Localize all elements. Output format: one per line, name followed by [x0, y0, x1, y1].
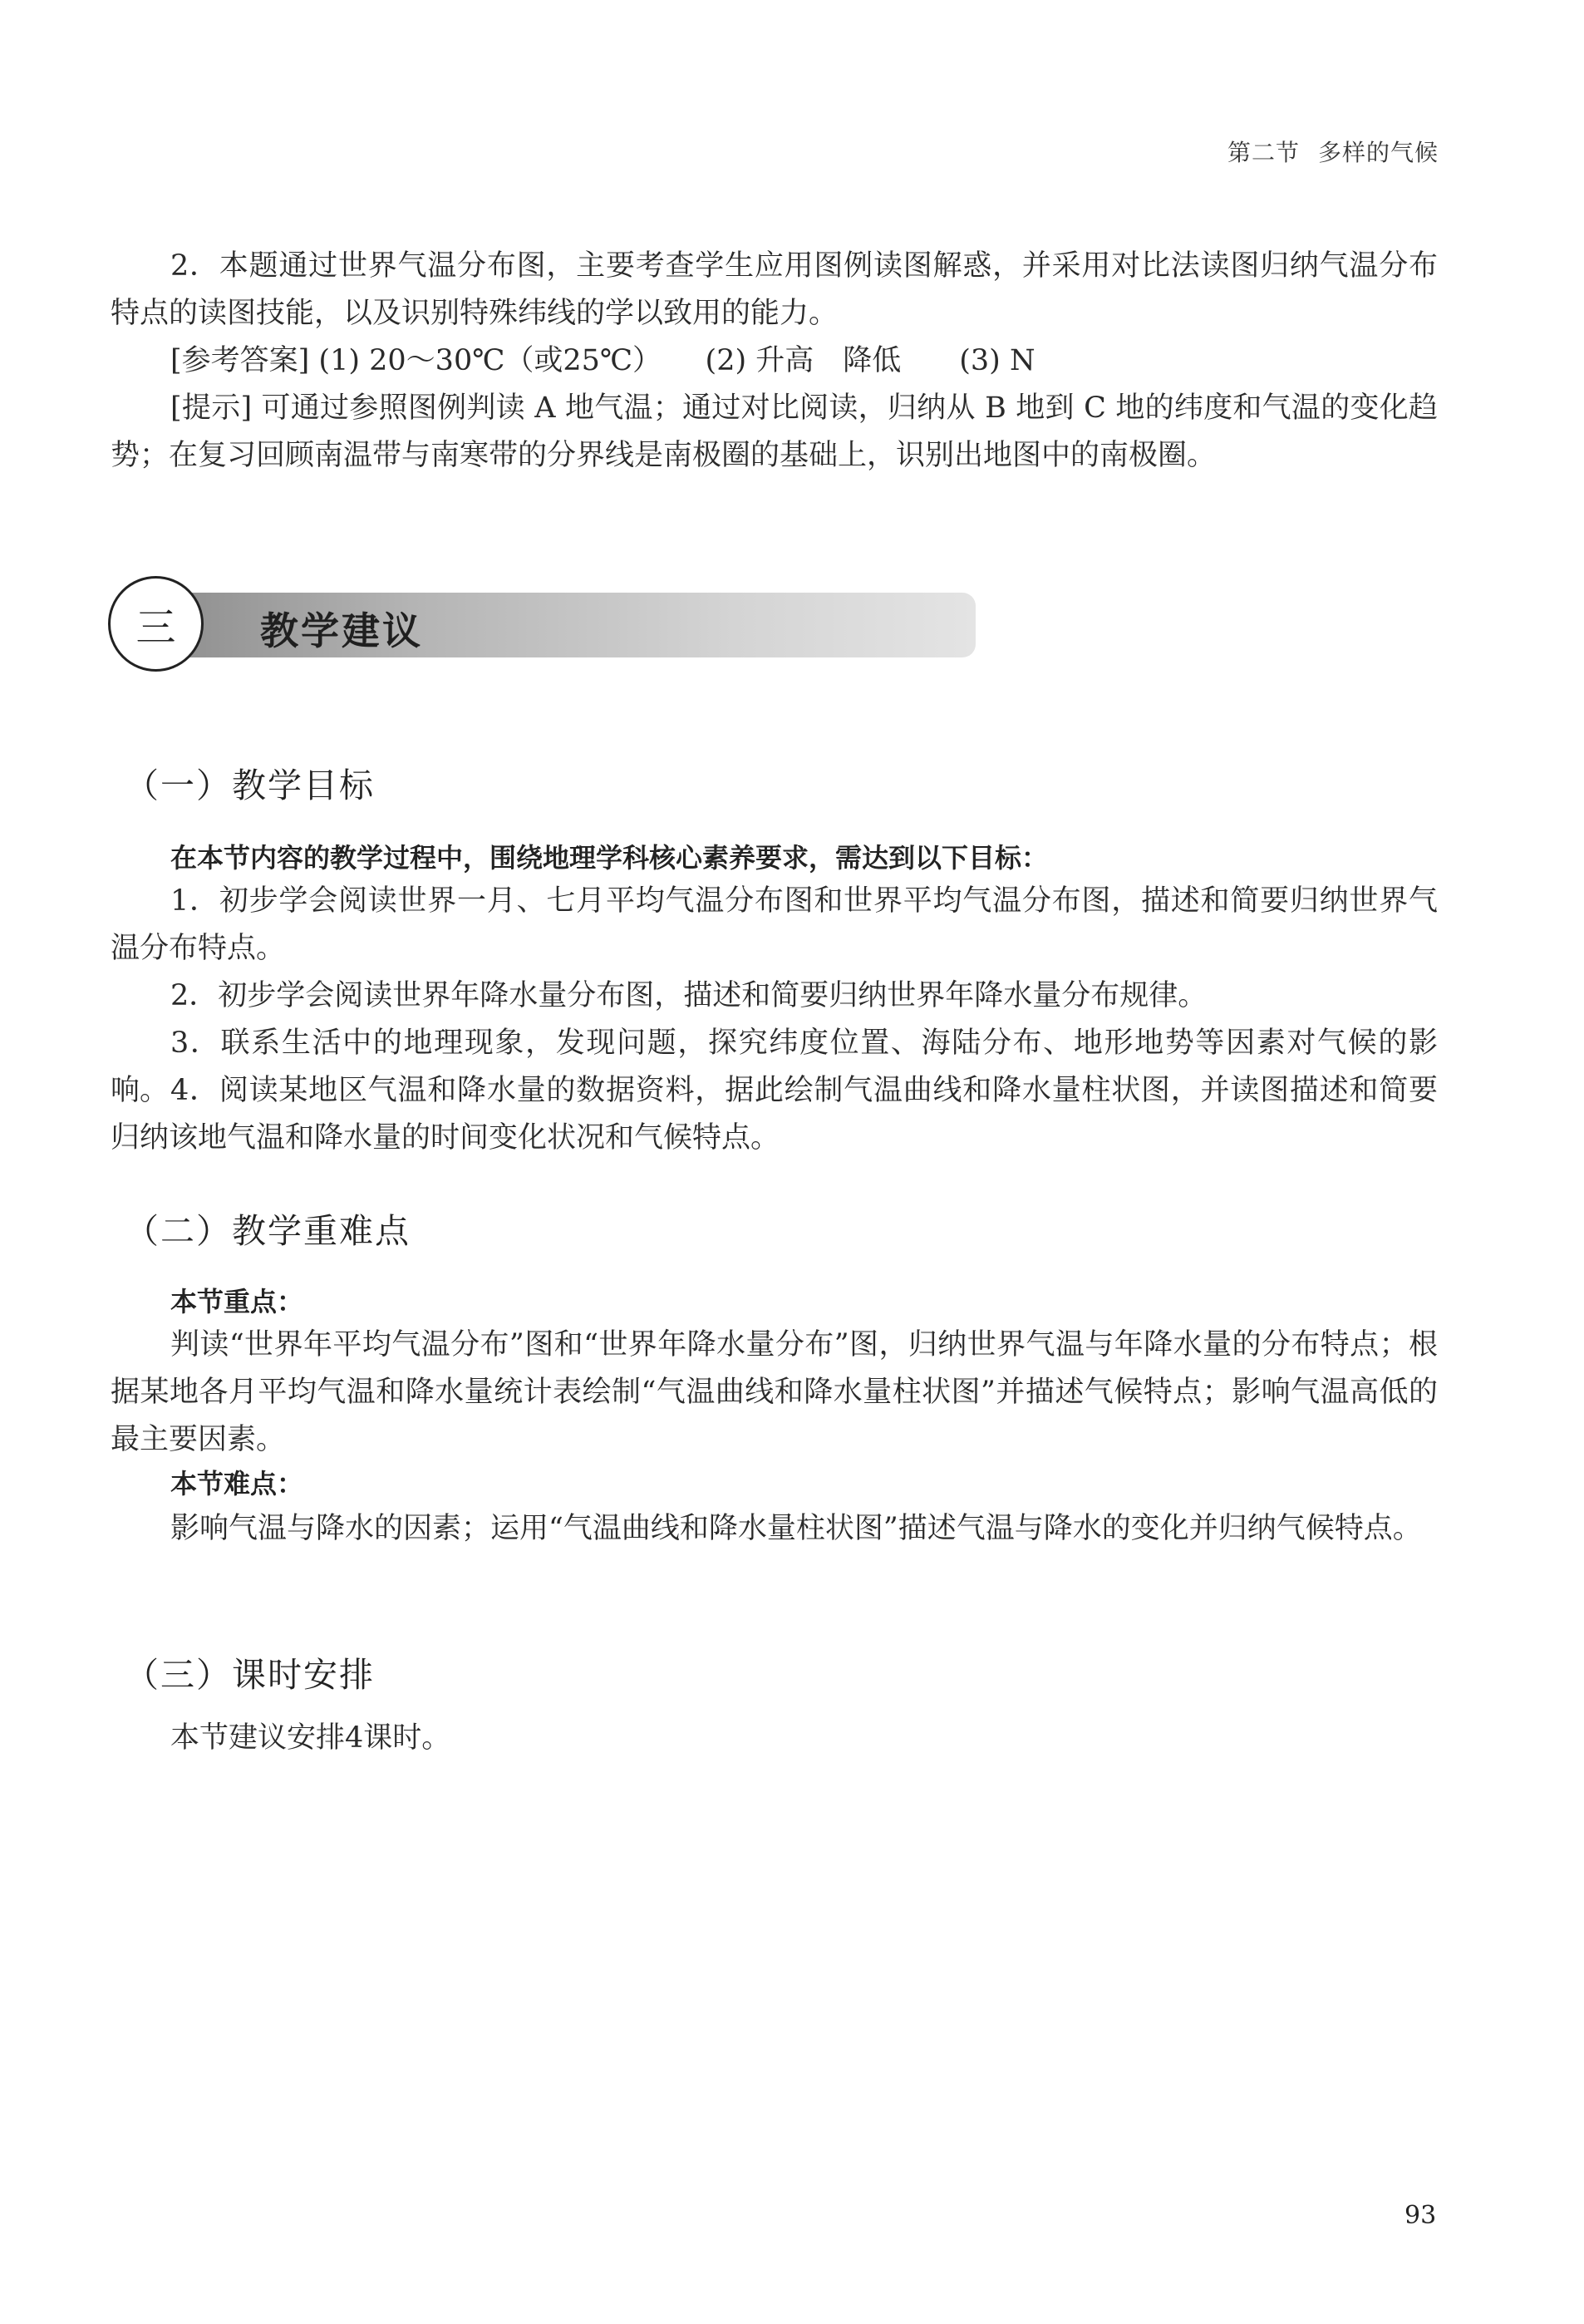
- hint-text: [提示] 可通过参照图例判读 A 地气温；通过对比阅读，归纳从 B 地到 C 地的纬度和气温的变化趋势；在复习回顾南温带与南寒带的分界线是南极圈的基础上，识别出地图中的南极圈。: [111, 391, 1438, 472]
- header-section: 第二节: [1227, 139, 1300, 166]
- goal-item-3: 3．联系生活中的地理现象，发现问题，探究纬度位置、海陆分布、地形地势等因素对气候的影响。: [111, 1027, 1438, 1107]
- header-title: 多样的气候: [1317, 139, 1439, 166]
- reference-answer: [参考答案] (1) 20～30℃（或25℃） (2) 升高 降低 (3) N: [170, 344, 1036, 377]
- goal-item-1: 1．初步学会阅读世界一月、七月平均气温分布图和世界平均气温分布图，描述和简要归纳世界气温分布特点。: [111, 884, 1438, 965]
- difficulty-label: 本节难点：: [170, 1468, 304, 1499]
- page-number: 93: [1404, 2201, 1437, 2230]
- goals-lead: 在本节内容的教学过程中，围绕地理学科核心素养要求，需达到以下目标：: [170, 842, 1049, 874]
- section-title: 教学建议: [260, 608, 423, 653]
- running-header: [1227, 135, 1439, 168]
- key-text: 判读“世界年平均气温分布”图和“世界年降水量分布”图，归纳世界气温与年降水量的分布特点；根据某地各月平均气温和降水量统计表绘制“气温曲线和降水量柱状图”并描述气候特点；影响气温高低的最主要因素。: [111, 1328, 1438, 1456]
- goal-item-4: 4．阅读某地区气温和降水量的数据资料，据此绘制气温曲线和降水量柱状图，并读图描述和简要归纳该地气温和降水量的时间变化状况和气候特点。: [111, 1074, 1438, 1155]
- schedule-text: 本节建议安排4课时。: [170, 1721, 451, 1755]
- section-number-circle: 三: [108, 576, 204, 672]
- key-label: 本节重点：: [170, 1286, 304, 1317]
- schedule-heading: （三）课时安排: [125, 1655, 375, 1695]
- section-banner: [108, 576, 976, 672]
- question-2-text: 2．本题通过世界气温分布图，主要考查学生应用图例读图解惑，并采用对比法读图归纳气温分布特点的读图技能，以及识别特殊纬线的学以致用的能力。: [111, 249, 1438, 330]
- difficulty-text: 影响气温与降水的因素；运用“气温曲线和降水量柱状图”描述气温与降水的变化并归纳气候特点。: [170, 1512, 1422, 1545]
- goals-heading: （一）教学目标: [125, 766, 375, 805]
- keypoints-heading: （二）教学重难点: [125, 1211, 411, 1251]
- goal-item-2: 2．初步学会阅读世界年降水量分布图，描述和简要归纳世界年降水量分布规律。: [170, 979, 1208, 1012]
